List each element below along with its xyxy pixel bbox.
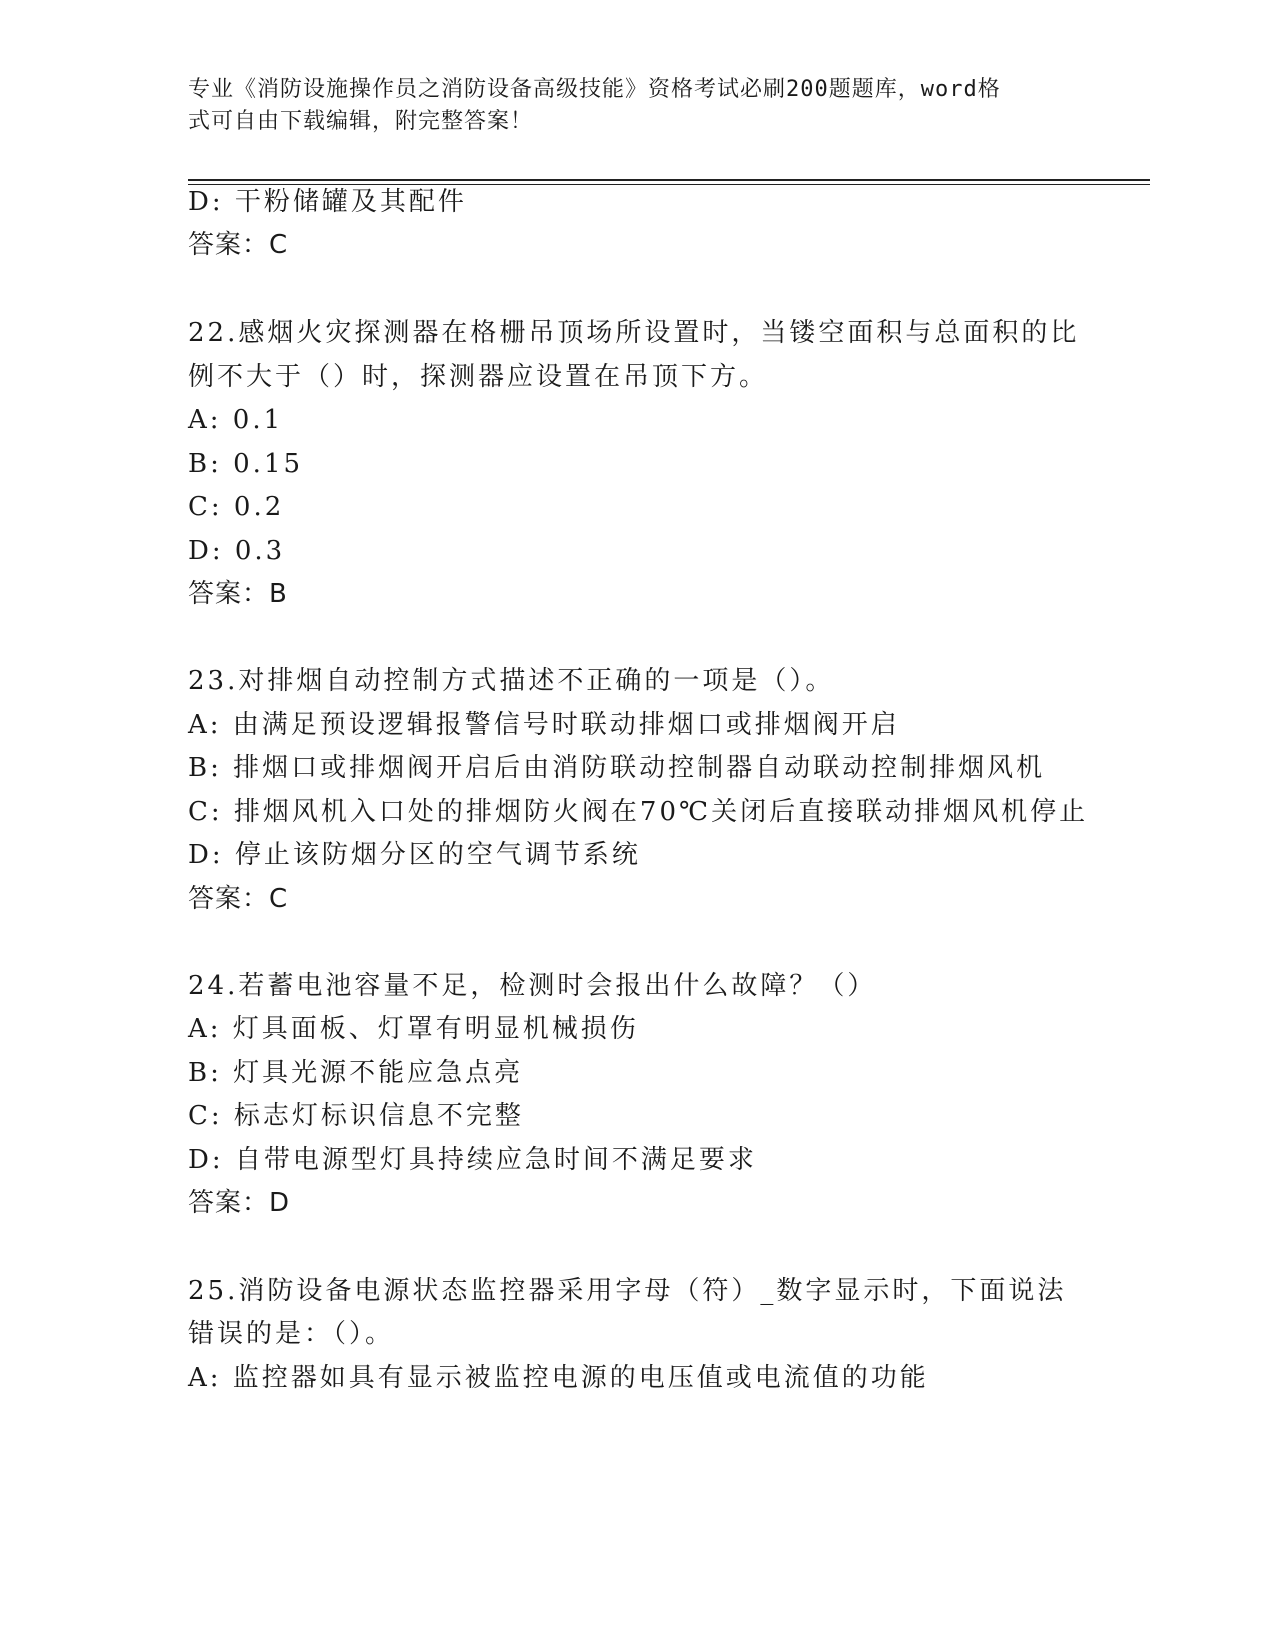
q22-stem-line-1: 22.感烟火灾探测器在格栅吊顶场所设置时，当镂空面积与总面积的比 — [188, 318, 1080, 348]
q22-option-b: B: 0.15 — [188, 449, 304, 479]
q22-answer: 答案：B — [188, 579, 288, 609]
q22-option-d: D: 0.3 — [188, 536, 286, 566]
q23-option-a: A: 由满足预设逻辑报警信号时联动排烟口或排烟阀开启 — [188, 710, 900, 740]
header-line-2: 式可自由下载编辑，附完整答案！ — [188, 109, 534, 134]
q24-option-c: C: 标志灯标识信息不完整 — [188, 1101, 524, 1131]
q25-stem-line-1: 25.消防设备电源状态监控器采用字母（符）_数字显示时，下面说法 — [188, 1276, 1067, 1306]
q25-stem-line-2: 错误的是：（）。 — [188, 1319, 395, 1349]
header-rule-thin — [188, 184, 1150, 185]
q23-option-b: B: 排烟口或排烟阀开启后由消防联动控制器自动联动控制排烟风机 — [188, 753, 1046, 783]
q23-option-c: C: 排烟风机入口处的排烟防火阀在70℃关闭后直接联动排烟风机停止 — [188, 797, 1089, 827]
q23-stem: 23.对排烟自动控制方式描述不正确的一项是（）。 — [188, 666, 835, 696]
q24-stem: 24.若蓄电池容量不足，检测时会报出什么故障？（） — [188, 971, 877, 1001]
q24-option-b: B: 灯具光源不能应急点亮 — [188, 1058, 524, 1088]
q21-answer: 答案：C — [188, 230, 289, 260]
q22-option-c: C: 0.2 — [188, 492, 285, 522]
header-rule-thick — [188, 179, 1150, 181]
q23-answer: 答案：C — [188, 884, 289, 914]
q22-stem-line-2: 例不大于（）时，探测器应设置在吊顶下方。 — [188, 362, 769, 392]
q22-option-a: A: 0.1 — [188, 405, 284, 435]
q24-option-a: A: 灯具面板、灯罩有明显机械损伤 — [188, 1014, 639, 1044]
q24-option-d: D: 自带电源型灯具持续应急时间不满足要求 — [188, 1145, 757, 1175]
q21-option-d: D: 干粉储罐及其配件 — [188, 187, 467, 217]
document-header — [188, 74, 1088, 138]
header-line-1: 专业《消防设施操作员之消防设备高级技能》资格考试必刷200题题库，word格 — [188, 77, 1001, 102]
q24-answer: 答案：D — [188, 1188, 291, 1218]
q25-option-a: A: 监控器如具有显示被监控电源的电压值或电流值的功能 — [188, 1363, 929, 1393]
q23-option-d: D: 停止该防烟分区的空气调节系统 — [188, 840, 641, 870]
